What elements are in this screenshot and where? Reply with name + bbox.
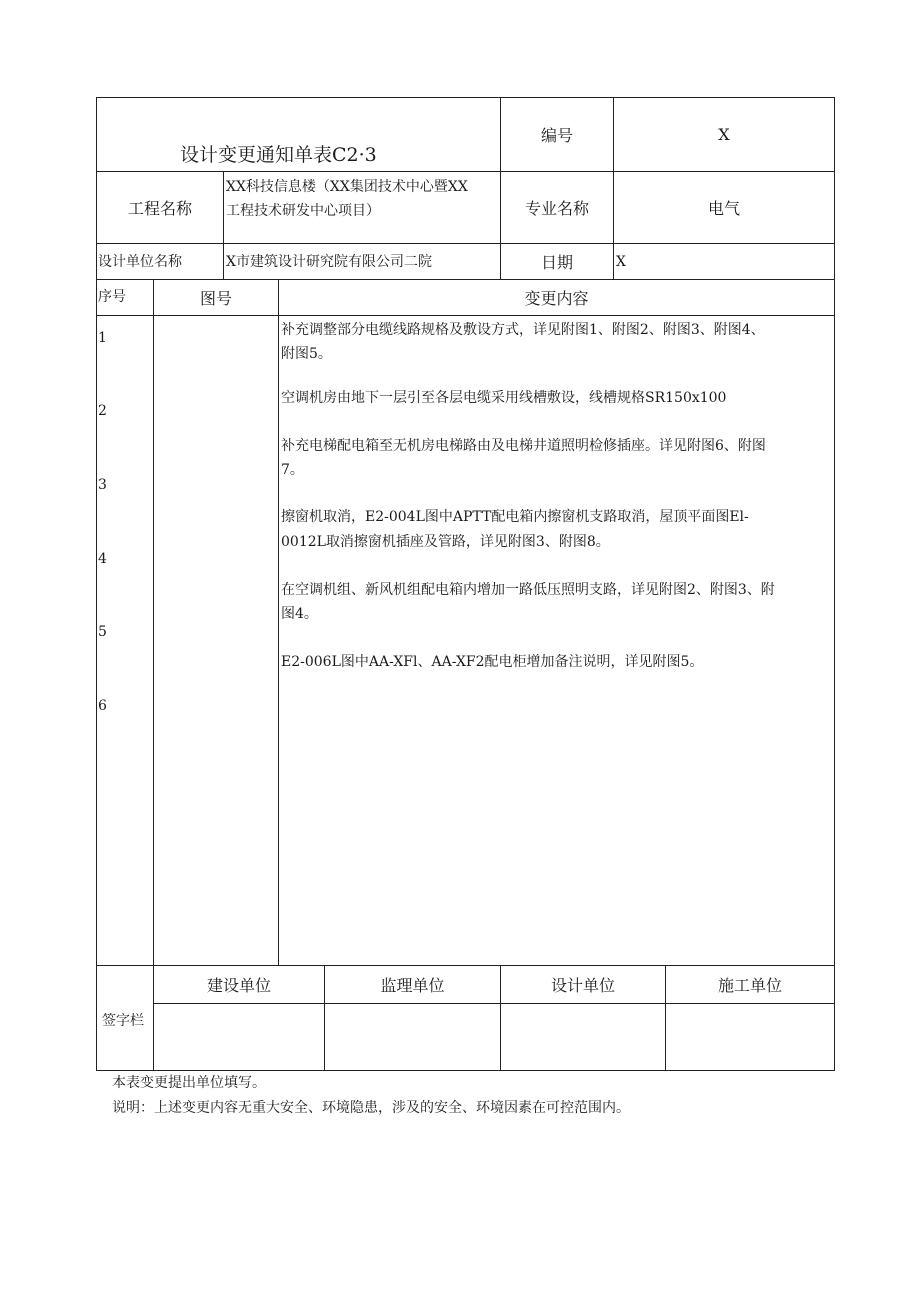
specialty-value-cell xyxy=(613,171,835,244)
project-value-line2: 工程技术研发中心项目） xyxy=(226,203,380,219)
content-header-cell xyxy=(278,279,835,316)
signature-header-supervision xyxy=(324,965,501,1004)
project-label: 工程名称 xyxy=(127,199,192,218)
signature-label: 签字栏 xyxy=(102,1013,144,1029)
change-content-line: E2-006L图中AA-XFl、AA-XF2配电柜增加备注说明，详见附图5。 xyxy=(281,654,704,670)
signature-header-construction xyxy=(153,965,325,1004)
number-label-cell xyxy=(500,97,614,172)
form-title: 设计变更通知单表C2·3 xyxy=(180,144,377,166)
signature-header-design xyxy=(500,965,666,1004)
change-content-line: 附图5。 xyxy=(281,346,332,362)
content-body-cell xyxy=(278,315,835,966)
change-content-line: 在空调机组、新风机组配电箱内增加一路低压照明支路，详见附图2、附图3、附 xyxy=(281,582,775,598)
number-value-cell xyxy=(613,97,835,172)
signature-box-contractor[interactable] xyxy=(665,1003,835,1071)
date-label: 日期 xyxy=(540,253,573,272)
seq-number: 2 xyxy=(98,403,107,419)
change-content-line: 图4。 xyxy=(281,606,318,622)
change-content-line: 0012L取消擦窗机插座及管路，详见附图3、附图8。 xyxy=(281,534,610,550)
seq-number: 6 xyxy=(98,698,107,714)
change-content-line: 擦窗机取消，E2-004L图中APTT配电箱内擦窗机支路取消，屋顶平面图El- xyxy=(281,509,749,525)
seq-number: 1 xyxy=(98,330,107,346)
design-unit-value: X市建筑设计研究院有限公司二院 xyxy=(226,254,432,270)
seq-number: 5 xyxy=(98,624,107,640)
change-content-line: 7。 xyxy=(281,462,304,478)
seq-number: 4 xyxy=(98,551,107,567)
drawing-header-cell xyxy=(153,279,279,316)
change-content-line: 补充电梯配电箱至无机房电梯路由及电梯井道照明检修插座。详见附图6、附图 xyxy=(281,438,766,454)
signature-party-label: 设计单位 xyxy=(550,976,615,995)
change-content-line: 空调机房由地下一层引至各层电缆采用线槽敷设，线槽规格SR150x100 xyxy=(281,390,727,406)
signature-party-label: 建设单位 xyxy=(206,976,271,995)
signature-party-label: 监理单位 xyxy=(380,976,445,995)
date-value-cell xyxy=(613,243,835,280)
signature-party-label: 施工单位 xyxy=(717,976,782,995)
project-label-cell xyxy=(96,171,224,244)
content-header: 变更内容 xyxy=(524,289,589,308)
date-value: X xyxy=(616,254,626,270)
specialty-value: 电气 xyxy=(707,199,740,218)
drawing-body-cell xyxy=(153,315,279,966)
change-content-line: 补充调整部分电缆线路规格及敷设方式，详见附图1、附图2、附图3、附图4、 xyxy=(281,322,765,338)
note-line-1: 本表变更提出单位填写。 xyxy=(112,1075,266,1091)
signature-box-construction[interactable] xyxy=(153,1003,325,1071)
specialty-label: 专业名称 xyxy=(524,199,589,218)
specialty-label-cell xyxy=(500,171,614,244)
drawing-header: 图号 xyxy=(199,289,232,308)
signature-box-design[interactable] xyxy=(500,1003,666,1071)
signature-header-contractor xyxy=(665,965,835,1004)
number-label: 编号 xyxy=(540,126,573,145)
seq-number: 3 xyxy=(98,477,107,493)
note-line-2: 说明：上述变更内容无重大安全、环境隐患，涉及的安全、环境因素在可控范围内。 xyxy=(112,1100,630,1116)
number-value: X xyxy=(718,125,730,144)
signature-box-supervision[interactable] xyxy=(324,1003,501,1071)
seq-header: 序号 xyxy=(98,289,126,305)
project-value-line1: XX科技信息楼（XX集团技术中心暨XX xyxy=(226,179,468,195)
date-label-cell xyxy=(500,243,614,280)
design-unit-label: 设计单位名称 xyxy=(98,254,182,270)
